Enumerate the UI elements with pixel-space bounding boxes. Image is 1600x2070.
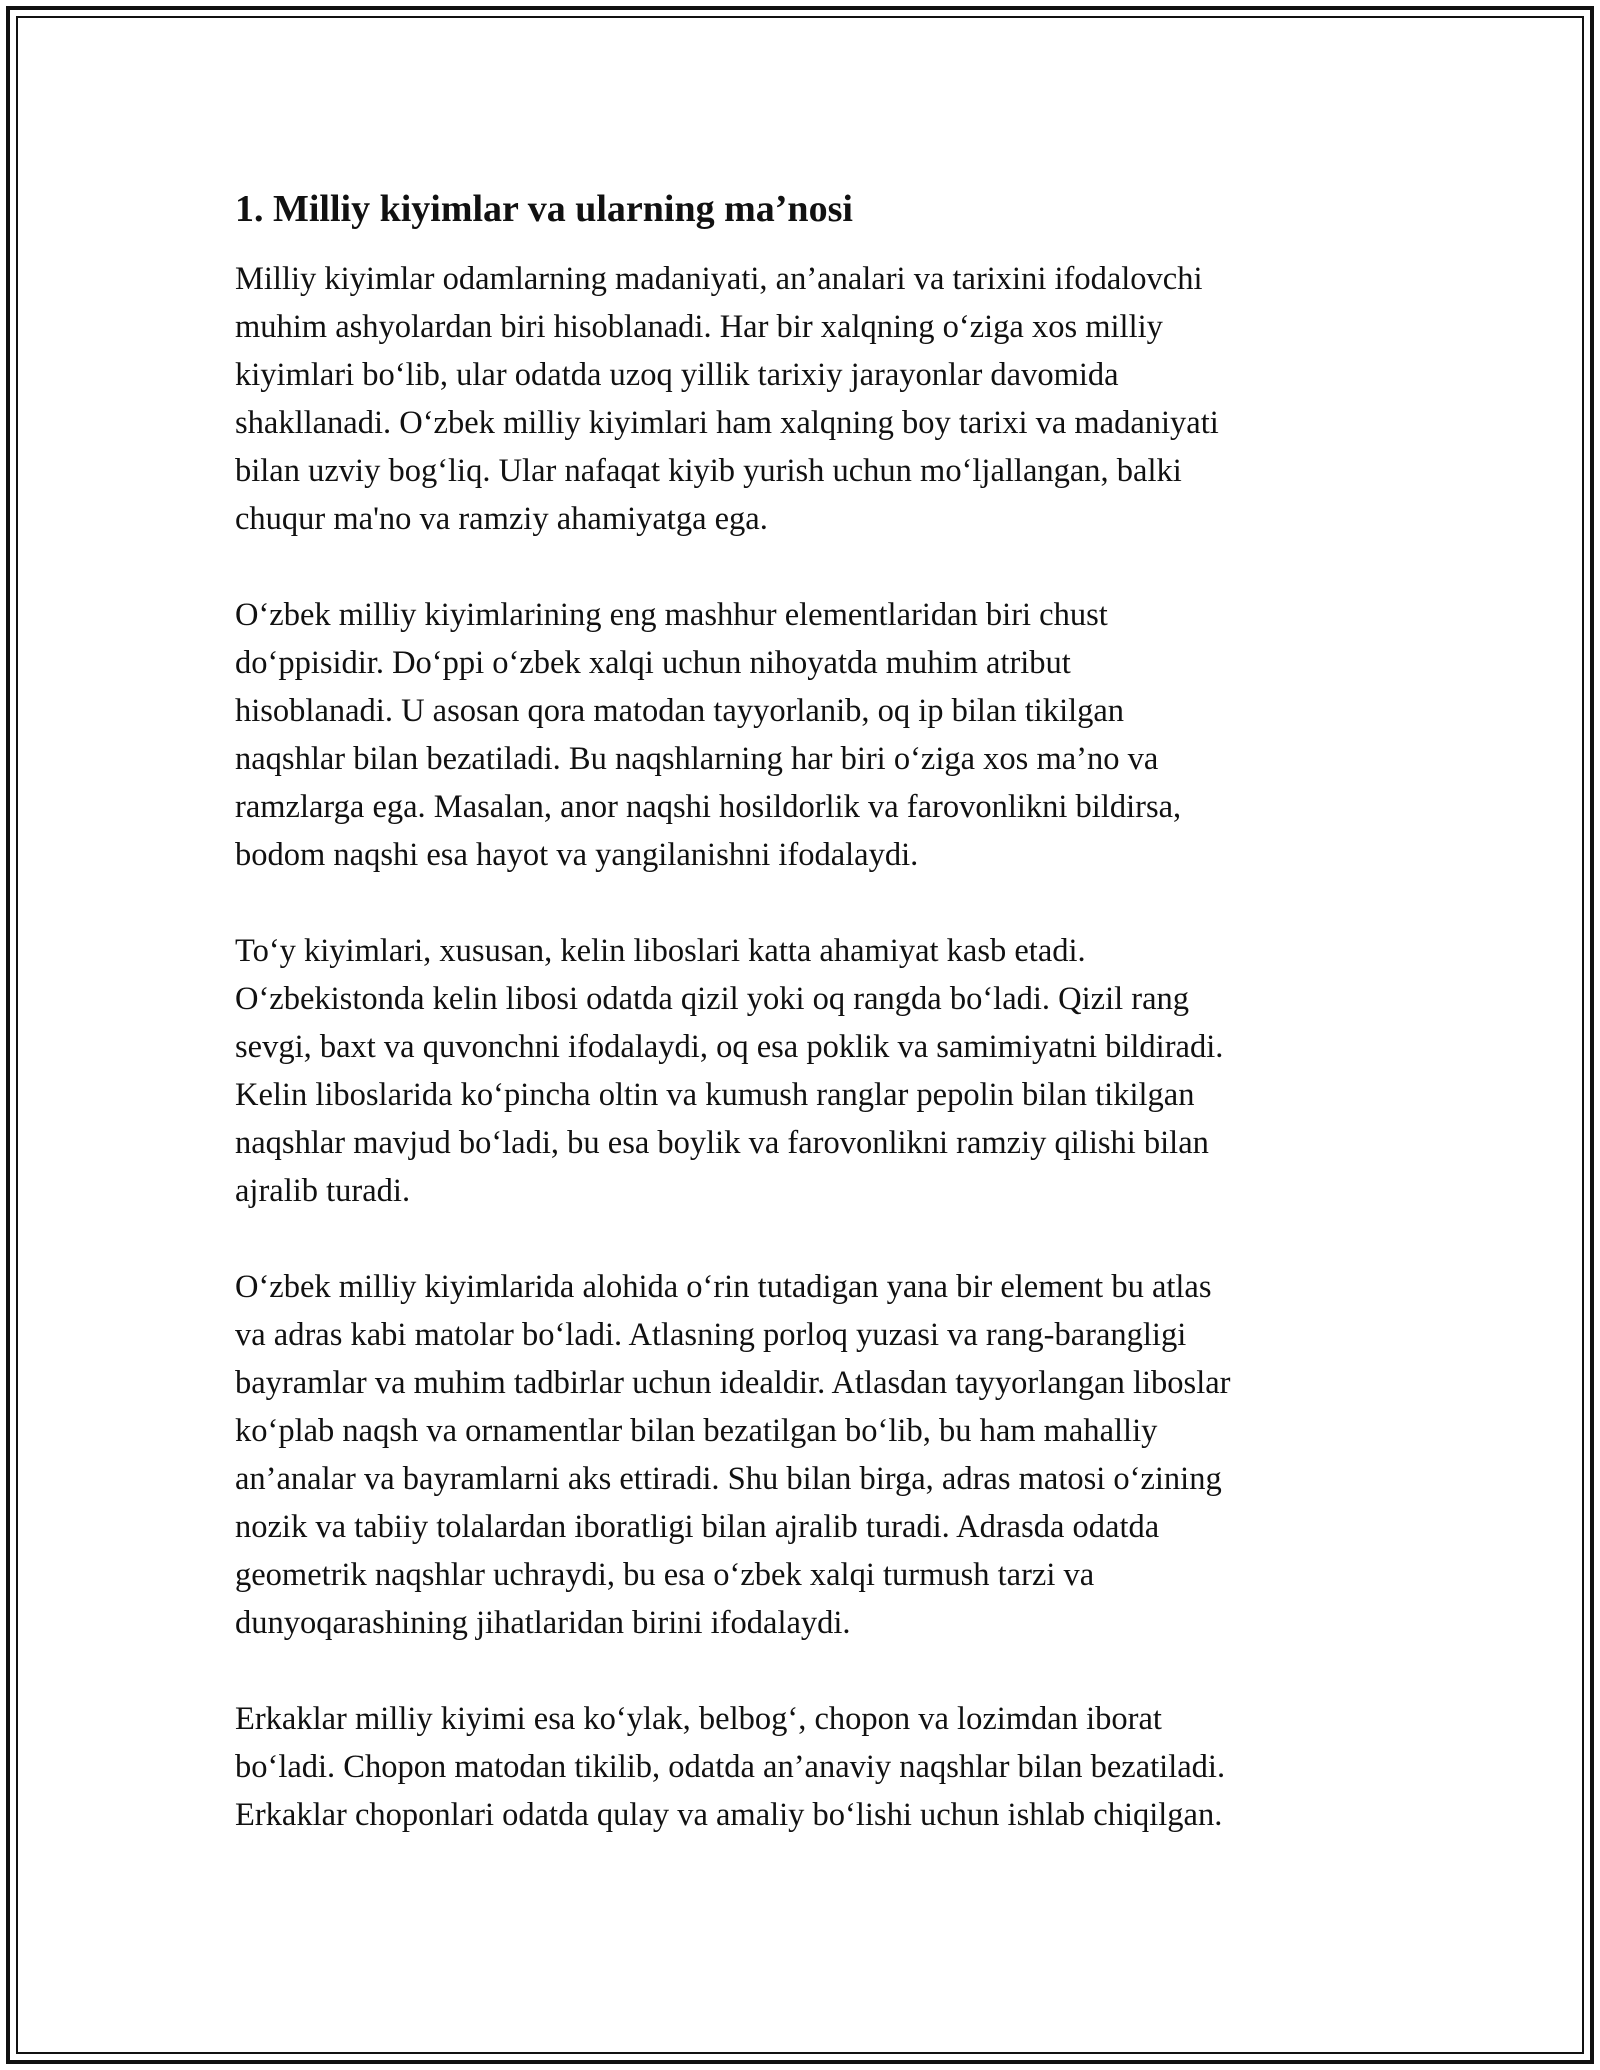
text-line: hisoblanadi. U asosan qora matodan tayyorlanib, oq ip bilan tikilgan [235,693,1125,729]
text-line: muhim ashyolardan biri hisoblanadi. Har bir xalqning o‘ziga xos milliy [235,309,1163,345]
text-line: bayramlar va muhim tadbirlar uchun idealdir. Atlasdan tayyorlangan liboslar [235,1365,1231,1401]
text-line: ajralib turadi. [235,1173,411,1209]
paragraph-wedding [235,927,1365,1215]
text-line: an’analar va bayramlarni aks ettiradi. Shu bilan birga, adras matosi o‘zining [235,1461,1222,1497]
text-line: sevgi, baxt va quvonchni ifodalaydi, oq esa poklik va samimiyatni bildiradi. [235,1029,1224,1065]
text-line: ko‘plab naqsh va ornamentlar bilan bezatilgan bo‘lib, bu ham mahalliy [235,1413,1158,1449]
text-line: geometrik naqshlar uchraydi, bu esa o‘zbek xalqi turmush tarzi va [235,1557,1095,1593]
text-line: shakllanadi. O‘zbek milliy kiyimlari ham xalqning boy tarixi va madaniyati [235,405,1219,441]
text-line: bodom naqshi esa hayot va yangilanishni ifodalaydi. [235,837,919,873]
paragraph-mens-clothing [235,1695,1365,1839]
text-line: Erkaklar milliy kiyimi esa ko‘ylak, belbog‘, chopon va lozimdan iborat [235,1701,1162,1737]
text-line: bilan uzviy bog‘liq. Ular nafaqat kiyib yurish uchun mo‘ljallangan, balki [235,453,1182,489]
text-line: chuqur ma'no va ramziy ahamiyatga ega. [235,501,768,537]
text-line: naqshlar bilan bezatiladi. Bu naqshlarning har biri o‘ziga xos ma’no va [235,741,1159,777]
text-line: Kelin liboslarida ko‘pincha oltin va kumush ranglar pepolin bilan tikilgan [235,1077,1195,1113]
text-line: dunyoqarashining jihatlaridan birini ifodalaydi. [235,1605,851,1641]
text-line: kiyimlari bo‘lib, ular odatda uzoq yillik tarixiy jarayonlar davomida [235,357,1119,393]
text-line: do‘ppisidir. Do‘ppi o‘zbek xalqi uchun nihoyatda muhim atribut [235,645,1071,681]
text-line: ramzlarga ega. Masalan, anor naqshi hosildorlik va farovonlikni bildirsa, [235,789,1182,825]
text-line: nozik va tabiiy tolalardan iboratligi bilan ajralib turadi. Adrasda odatda [235,1509,1160,1545]
text-line: O‘zbek milliy kiyimlarida alohida o‘rin tutadigan yana bir element bu atlas [235,1269,1212,1305]
text-line: bo‘ladi. Chopon matodan tikilib, odatda an’anaviy naqshlar bilan bezatiladi. [235,1749,1226,1785]
text-line: To‘y kiyimlari, xususan, kelin liboslari katta ahamiyat kasb etadi. [235,933,1086,969]
paragraph-intro [235,255,1365,543]
paragraph-doppi [235,591,1365,879]
text-line: Milliy kiyimlar odamlarning madaniyati, an’analari va tarixini ifodalovchi [235,261,1203,297]
section-heading: 1. Milliy kiyimlar va ularning ma’nosi [235,188,853,230]
text-line: O‘zbekistonda kelin libosi odatda qizil yoki oq rangda bo‘ladi. Qizil rang [235,981,1190,1017]
document-body [235,185,1365,1839]
paragraph-fabrics [235,1263,1365,1647]
text-line: naqshlar mavjud bo‘ladi, bu esa boylik va farovonlikni ramziy qilishi bilan [235,1125,1209,1161]
text-line: Erkaklar choponlari odatda qulay va amaliy bo‘lishi uchun ishlab chiqilgan. [235,1797,1223,1833]
text-line: O‘zbek milliy kiyimlarining eng mashhur elementlaridan biri chust [235,597,1108,633]
text-line: va adras kabi matolar bo‘ladi. Atlasning porloq yuzasi va rang-barangligi [235,1317,1187,1353]
